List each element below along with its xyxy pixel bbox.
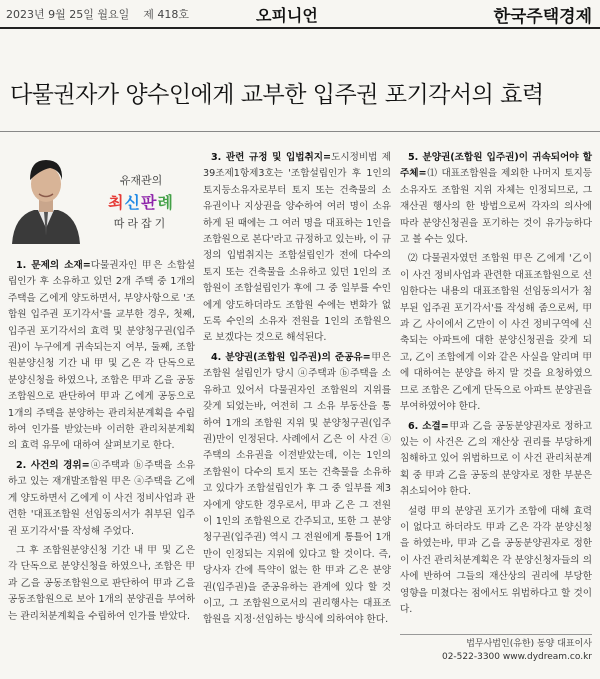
author-portrait (6, 146, 86, 244)
paragraph: 3. 관련 규정 및 입법취지=도시정비법 제39조제1항제3호는 '조합설립인가 후 1인의 토지등소유자로부터 토지 또는 건축물의 소유권이나 지상권을 양수하여 여러 명이 소유하게 된 때에는 그 여러 명을 대표하는 1인을 조합원으로 본다'라고 규정하고 있는바, 이 규정의 입법취지는 조합설립인가 전에 다수의 토지 또는 건축물을 소유하고 있던 1인의 조합원이 조합설립인가 후에 그 중 일부를 수인에게 양도하더라도 조합원 수에는 변화가 없도록 수인의 소유자 전원을 1인의 조합원으로 보겠다는 것으로 해석된다. (203, 152, 391, 344)
article-column-2 (203, 150, 391, 632)
headline-divider (0, 131, 600, 132)
article-column-1 (8, 258, 195, 628)
author-affiliation: 법무사법인(유한) 동양 대표이사 (466, 639, 592, 649)
masthead-divider (0, 27, 600, 29)
paragraph: 6. 소결=甲과 乙을 공동분양권자로 정하고 있는 이 사건은 乙의 재산상 권리를 부당하게 침해하고 있어 위법하므로 이 사건 관리처분계획 중 甲과 乙을 공동의 분양자로 정한 부분은 취소되어야 한다. (400, 420, 593, 498)
column-author-label: 유재관의 (119, 174, 163, 187)
newspaper-name: 한국주택경제 (493, 7, 592, 27)
paragraph: 4. 분양권(조합원 입주권)의 준공유=甲은 조합원 설립인가 당시 ⓐ주택과 ⓑ주택을 소유하고 있어서 다물권자인 조합원의 지위를 갖게 되었는바, 여전히 그 소유 부동산을 통하여 1개의 조합원 지위 및 분양청구권(입주권)만이 인정된다. 사례에서 乙은 이 사건 ⓐ주택의 소유권을 이전받았는데, 이는 1인의 조합원이 다수의 토지 또는 건축물을 소유하고 있다가 조합설립인가 후 그 중 일부를 제3자에게 양도한 경우로서, 甲과 乙은 그 전원이 1인의 조합원으로 간주되고, 또한 그 분양청구권(입주권) 역시 그 전원에게 통틀어 1개만이 인정되는 지위에 있다고 할 것이다. 즉, 당사자 간에 특약이 없는 한 甲과 乙은 분양권(입주권)을 준공유하는 관계에 있다 할 것이고, 그 조합원으로서의 권리행사는 대표조합원을 지정·선임하는 방식에 의하여야 한다. (203, 351, 391, 626)
author-byline (400, 634, 592, 664)
author-contact: 02-522-3300 www.dydream.co.kr (441, 652, 592, 662)
paragraph: 5. 분양권(조합원 입주권)이 귀속되어야 할 주체=⑴ 대표조합원을 제외한 나머지 토지등소유자도 조합원 지위 자체는 인정되므로, 그 재산권 행사의 한 방법으로써 각자의 의사에 따라 분양신청권을 포기하는 것이 유가능하다고 볼 수는 있다. (400, 152, 592, 246)
masthead (0, 0, 600, 28)
paragraph: 1. 문제의 소재=다물권자인 甲은 소합설립인가 후 소유하고 있던 2개 주택 중 1개의 주택을 乙에게 양도하면서, 부양사항으로 '조합원 입주권 포기각서'를 교부한 경우, 첫째, 입주권 포기각서의 효력 및 분양청구권(입주권)이 누구에게 귀속되는지 여부, 둘째, 조합원분양신청 기간 내 甲 및 乙은 각 단독으로 분양신청을 하였으나, 조합은 甲과 乙을 공동조합원으로 판단하여 甲과 乙에게 공동으로 1개의 주택을 분양하는 관리처분계획을 수립하여 인가를 받았는바 이러한 관리처분계획의 효력 유무에 대하여 살펴보기로 한다. (8, 260, 195, 452)
column-series-label (90, 172, 192, 231)
column-series-title: 최신판례 (108, 193, 174, 212)
paragraph: 2. 사건의 경위=ⓐ주택과 ⓑ주택을 소유하고 있는 재개발조합원 甲은 ⓐ주택을 乙에게 양도하면서 乙에게 이 사건 정비사업과 관련한 '대표조합원 선임동의서가 취부된 입주권 포기각서'를 작성해 주었다. (8, 459, 195, 537)
paragraph: 설령 甲의 분양권 포기가 조합에 대해 효력이 없다고 하더라도 甲과 乙은 각각 분양신청을 하였는바, 甲과 乙을 공동분양권자로 정한 이 사건 관리처분계획은 각 분양신청자들의 의사에 반하여 그들의 재산상의 권리에 부당한 영향을 미쳤다는 점에서도 위법하다고 할 것이다. (400, 505, 592, 615)
paragraph: 그 후 조합원분양신청 기간 내 甲 및 乙은 각 단독으로 분양신청을 하였으나, 조합은 甲과 乙을 공동조합원으로 판단하여 甲과 乙을 공동조합원으로 보아 1개의 분양권을 부여하는 관리처분계획을 수립하여 인가를 받았다. (8, 544, 195, 622)
column-series-subtitle: 따라잡기 (113, 217, 169, 230)
section-title: 오피니언 (256, 6, 318, 25)
article-column-3 (400, 150, 592, 621)
article-headline: 다물권자가 양수인에게 교부한 입주권 포기각서의 효력 (10, 82, 544, 108)
issue-date: 2023년 9월 25일 월요일 제 418호 (6, 8, 189, 21)
paragraph: ⑵ 다물권자였던 조합원 甲은 乙에게 '乙이 이 사건 정비사업과 관련한 대표조합원으로 선임한다는 내용의 대표조합원 선임동의서가 첨부된 입주권 포기각서'를 작성해 줌으로써, 甲과 乙 사이에서 乙만이 이 사건 정비구역에 신축되는 아파트에 대한 분양신청권을 갖게 되고, 乙이 조합에게 이와 같은 사실을 알리며 甲에 대하여는 분양을 하지 말 것을 요청하였으므로 조합은 乙에게 단독으로 아파트 분양권을 부여하였어야 한다. (400, 253, 592, 413)
